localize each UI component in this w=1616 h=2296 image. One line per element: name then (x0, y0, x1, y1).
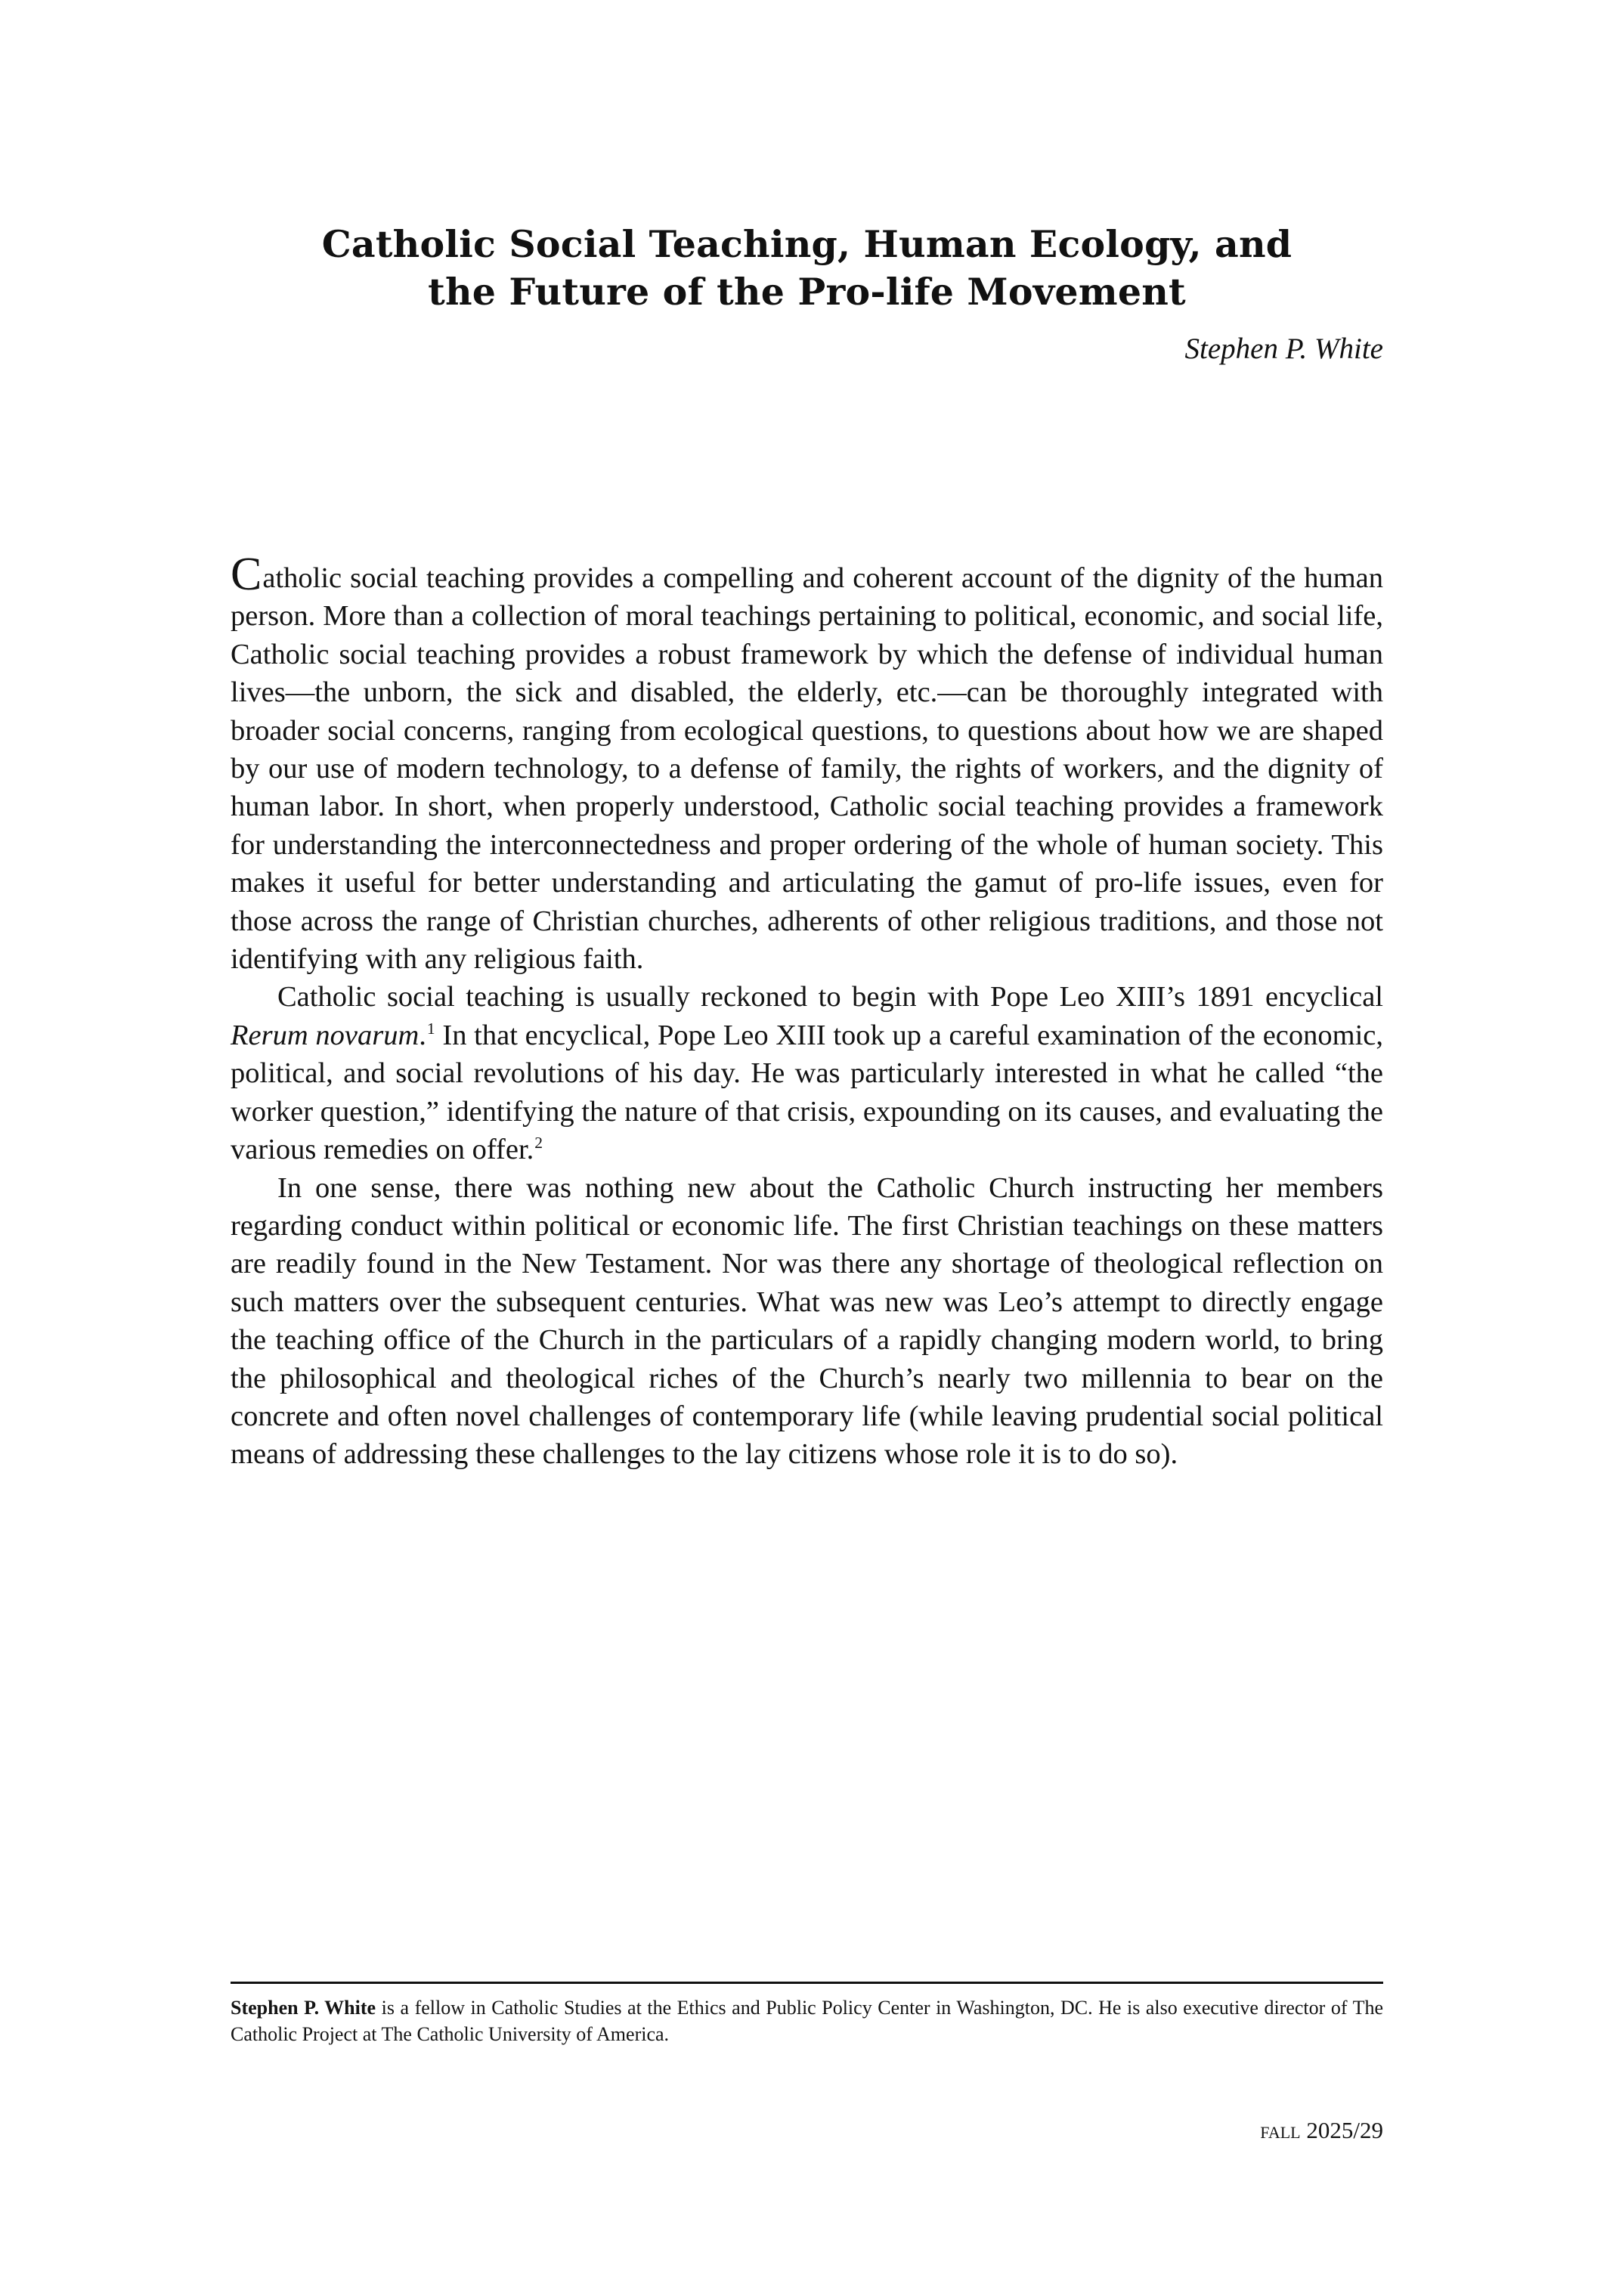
paragraph-2-part-1: Catholic social teaching is usually reckoned to begin with Pope Leo XIII’s 1891 encyclical (277, 981, 1383, 1013)
footnote-reference-2: 2 (534, 1134, 543, 1153)
author-bio-name: Stephen P. White (231, 1997, 376, 2019)
issue-number: 2025/29 (1306, 2117, 1383, 2143)
author-bio-text: is a fellow in Catholic Studies at the Ethics and Public Policy Center in Washington, DC. He is also executive director of The Catholic Project at The Catholic University of America. (231, 1997, 1383, 2045)
footnote-block (231, 1982, 1383, 2047)
footnote-reference-1: 1 (426, 1020, 435, 1038)
paragraph-3: In one sense, there was nothing new about the Catholic Church instructing her members regarding conduct within political or economic life. The first Christian teachings on these matters are readily found in the New Testament. Nor was there any shortage of theological reflection on such matters over the subsequent centuries. What was new was Leo’s attempt to directly engage the teaching office of the Church in the particulars of a rapidly changing modern world, to bring the philosophical and theological riches of the Church’s nearly two millennia to bear on the concrete and often novel challenges of contemporary life (while leaving prudential social political means of addressing these challenges to the lay citizens whose role it is to do so). (231, 1171, 1383, 1471)
drop-cap: C (231, 549, 262, 600)
author-bio-note (231, 1994, 1383, 2047)
paragraph-2-part-2: In that encyclical, Pope Leo XIII took up a careful examination of the economic, political, and social revolutions of his day. He was particularly interested in what he called “the worker question,” identifying the nature of that crisis, expounding on its causes, and evaluating the various remedies on offer. (231, 1019, 1383, 1166)
period-after-title: . (419, 1019, 426, 1051)
title-line-2: the Future of the Pro-life Movement (428, 269, 1186, 314)
issue-season: fall (1260, 2117, 1301, 2143)
article-body (231, 549, 1383, 1474)
paragraph-1-text: atholic social teaching provides a compelling and coherent account of the dignity of the human person. More than a collection of moral teachings pertaining to political, economic, and social life, Catholic social teaching provides a robust framework by which the defense of individual human lives—the unborn, the sick and disabled, the elderly, etc.—can be thoroughly integrated with broader social concerns, ranging from ecological questions, to questions about how we are shaped by our use of modern technology, to a defense of family, the rights of workers, and the dignity of human labor. In short, when properly understood, Catholic social teaching provides a framework for understanding the interconnectedness and proper ordering of the whole of human society. This makes it useful for better understanding and articulating the gamut of pro-life issues, even for those across the range of Christian churches, adherents of other religious traditions, and those not identifying with any religious faith. (231, 562, 1383, 976)
encyclical-title: Rerum novarum (231, 1019, 419, 1051)
title-line-1: Catholic Social Teaching, Human Ecology, and (321, 222, 1292, 266)
title-block (231, 0, 1383, 367)
paragraph-2 (231, 978, 1383, 1168)
paragraph-1 (231, 549, 1383, 978)
footnote-separator-rule (231, 1982, 1383, 1984)
page-title (231, 0, 1383, 315)
page-footer (231, 2116, 1383, 2144)
author-byline: Stephen P. White (1184, 333, 1383, 366)
